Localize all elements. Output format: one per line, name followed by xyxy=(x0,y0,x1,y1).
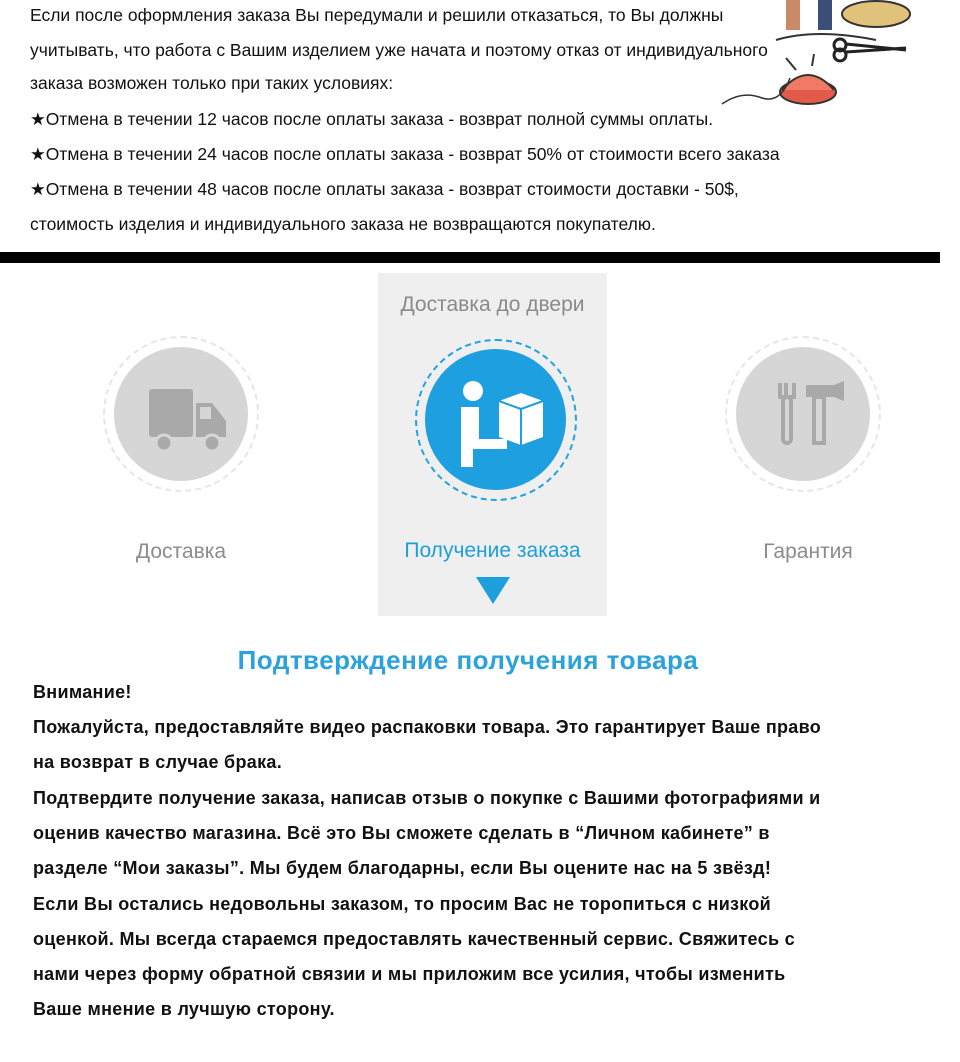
intro-line: Если после оформления заказа Вы передумали и решили отказаться, то Вы должны xyxy=(30,5,724,25)
step-delivery-label: Доставка xyxy=(135,540,227,563)
step-receive xyxy=(415,339,577,501)
section-title: Подтверждение получения товара xyxy=(237,645,699,675)
intro-line: ★Отмена в течении 12 часов после оплаты заказа - возврат полной суммы оплаты. xyxy=(30,109,714,129)
confirmation-line: разделе “Мои заказы”. Мы будем благодарны, если Вы оцените нас на 5 звёзд! xyxy=(33,858,772,878)
confirmation-line: оценкой. Мы всегда стараемся предоставлять качественный сервис. Свяжитесь с xyxy=(33,929,795,949)
truck-icon xyxy=(114,347,248,481)
confirmation-line: Ваше мнение в лучшую сторону. xyxy=(33,999,335,1019)
active-arrow-icon xyxy=(476,577,510,604)
confirmation-line: нами через форму обратной связии и мы приложим все усилия, чтобы изменить xyxy=(33,964,786,984)
confirmation-line: Пожалуйста, предоставляйте видео распаковки товара. Это гарантирует Ваше право xyxy=(33,717,822,737)
person-box-icon xyxy=(425,349,566,490)
confirmation-line: Если Вы остались недовольны заказом, то просим Вас не торопиться с низкой xyxy=(33,894,772,914)
confirmation-line: оценив качество магазина. Всё это Вы сможете сделать в “Личном кабинете” в xyxy=(33,823,770,843)
intro-line: стоимость изделия и индивидуального заказа не возвращаются покупателю. xyxy=(30,214,656,234)
tools-icon xyxy=(736,347,870,481)
step-receive-title: Доставка до двери xyxy=(400,293,585,316)
intro-line: ★Отмена в течении 24 часов после оплаты заказа - возврат 50% от стоимости всего заказа xyxy=(30,144,780,164)
step-delivery xyxy=(103,336,259,492)
step-receive-label: Получение заказа xyxy=(404,539,581,562)
divider xyxy=(0,252,940,263)
intro-line: заказа возможен только при таких условиях: xyxy=(30,73,394,93)
confirmation-line: на возврат в случае брака. xyxy=(33,752,283,772)
cancellation-policy xyxy=(0,0,960,250)
intro-line: учитывать, что работа с Вашим изделием уже начата и поэтому отказ от индивидуального xyxy=(30,40,768,60)
confirmation-line: Внимание! xyxy=(33,682,132,702)
intro-line: ★Отмена в течении 48 часов после оплаты заказа - возврат стоимости доставки - 50$, xyxy=(30,179,739,199)
step-warranty-label: Гарантия xyxy=(763,540,853,563)
step-receive-panel xyxy=(378,273,607,616)
confirmation-line: Подтвердите получение заказа, написав отзыв о покупке с Вашими фотографиями и xyxy=(33,788,821,808)
step-warranty xyxy=(725,336,881,492)
